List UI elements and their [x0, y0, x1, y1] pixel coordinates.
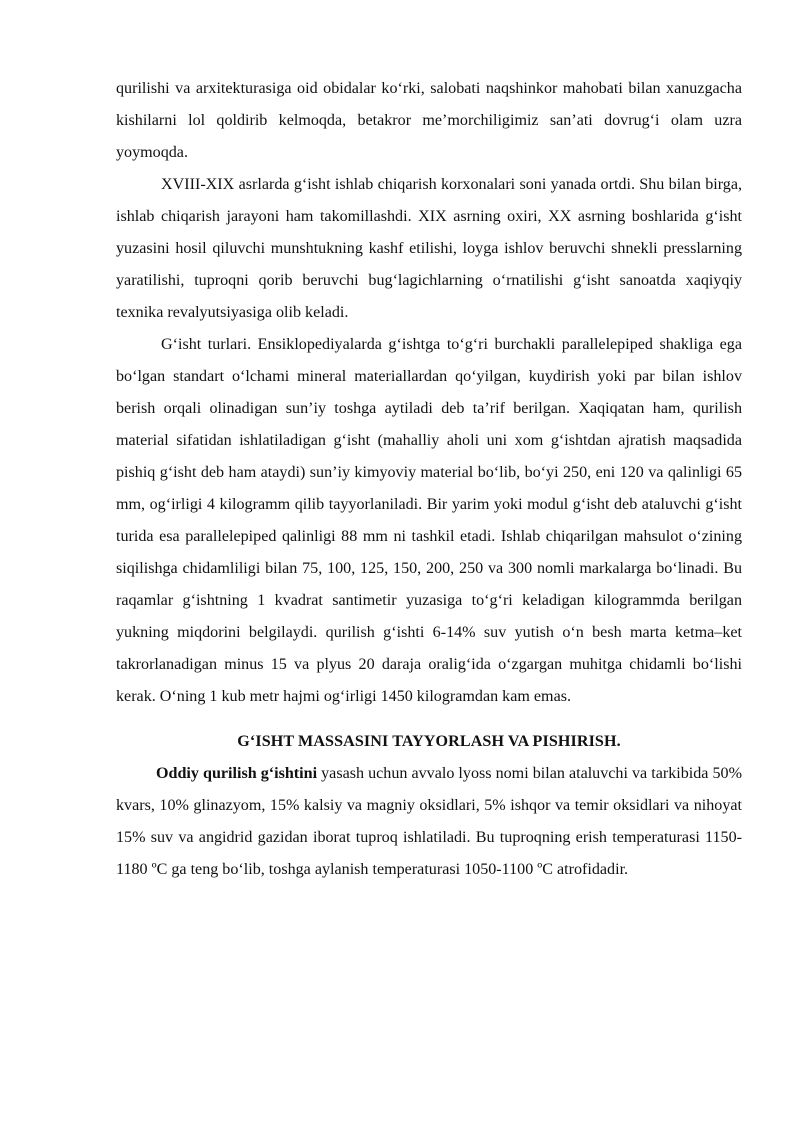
paragraph-brick-types: G‘isht turlari. Ensiklopediyalarda g‘ishtga to‘g‘ri burchakli parallelepiped shakliga ega bo‘lgan standart o‘lchami mineral materiallardan qo‘yilgan, kuydirish yoki par bilan ishlov berish orqali olinadigan sun’iy toshga aytiladi deb ta’rif berilgan. Xaqiqatan ham, qurilish material sifatidan ishlatiladigan g‘isht (mahalliy aholi uni xom g‘ishtdan ajratish maqsadida pishiq g‘isht deb ham ataydi) sun’iy kimyoviy material bo‘lib, bo‘yi 250, eni 120 va qalinligi 65 mm, og‘irligi 4 kilogramm qilib tayyorlaniladi. Bir yarim yoki modul g‘isht deb ataluvchi g‘isht turida esa parallelepiped qalinligi 88 mm ni tashkil etadi. Ishlab chiqarilgan mahsulot o‘zining siqilishga chidamliligi bilan 75, 100, 125, 150, 200, 250 va 300 nomli markalarga bo‘linadi. Bu raqamlar g‘ishtning 1 kvadrat santimetir yuzasiga to‘g‘ri keladigan kilogrammda berilgan yukning miqdorini belgilaydi. qurilish g‘ishti 6-14% suv yutish o‘n besh marta ketma–ket takrorlanadigan minus 15 va plyus 20 daraja oralig‘ida o‘zgargan muhitga chidamli bo‘lishi kerak. O‘ning 1 kub metr hajmi og‘irligi 1450 kilogramdan kam emas. [116, 336, 742, 705]
section-heading: G‘ISHT MASSASINI TAYYORLASH VA PISHIRISH. [237, 733, 621, 750]
paragraph-history: XVIII-XIX asrlarda g‘isht ishlab chiqarish korxonalari soni yanada ortdi. Shu bilan birga, ishlab chiqarish jarayoni ham takomillashdi. XIX asrning oxiri, XX asrning boshlarida g‘isht yuzasini hosil qiluvchi munshtukning kashf etilishi, loyga ishlov beruvchi shnekli presslarning yaratilishi, tuproqni qorib beruvchi bug‘lagichlarning o‘rnatilishi g‘isht sanoatda xaqiyqiy texnika revalyutsiyasiga olib keladi. [116, 176, 742, 321]
paragraph-preparation [116, 758, 742, 886]
page-body [116, 73, 742, 886]
paragraph-bold-lead: Oddiy qurilish g‘ishtini [156, 765, 318, 782]
paragraph-intro-continuation: qurilishi va arxitekturasiga oid obidalar ko‘rki, salobati naqshinkor mahobati bilan xanuzgacha kishilarni lol qoldirib kelmoqda, betakror me’morchiligimiz san’ati dovrug‘i olam uzra yoymoqda. [116, 80, 742, 161]
paragraph-preparation-text: yasash uchun avvalo lyoss nomi bilan ataluvchi va tarkibida 50% kvars, 10% glinazyom, 15% kalsiy va magniy oksidlari, 5% ishqor va temir oksidlari va nihoyat 15% suv va angidrid gazidan iborat tuproq ishlatiladi. Bu tuproqning erish temperaturasi 1150-1180 ºC ga teng bo‘lib, toshga aylanish temperaturasi 1050-1100 ºC atrofidadir. [116, 765, 742, 878]
